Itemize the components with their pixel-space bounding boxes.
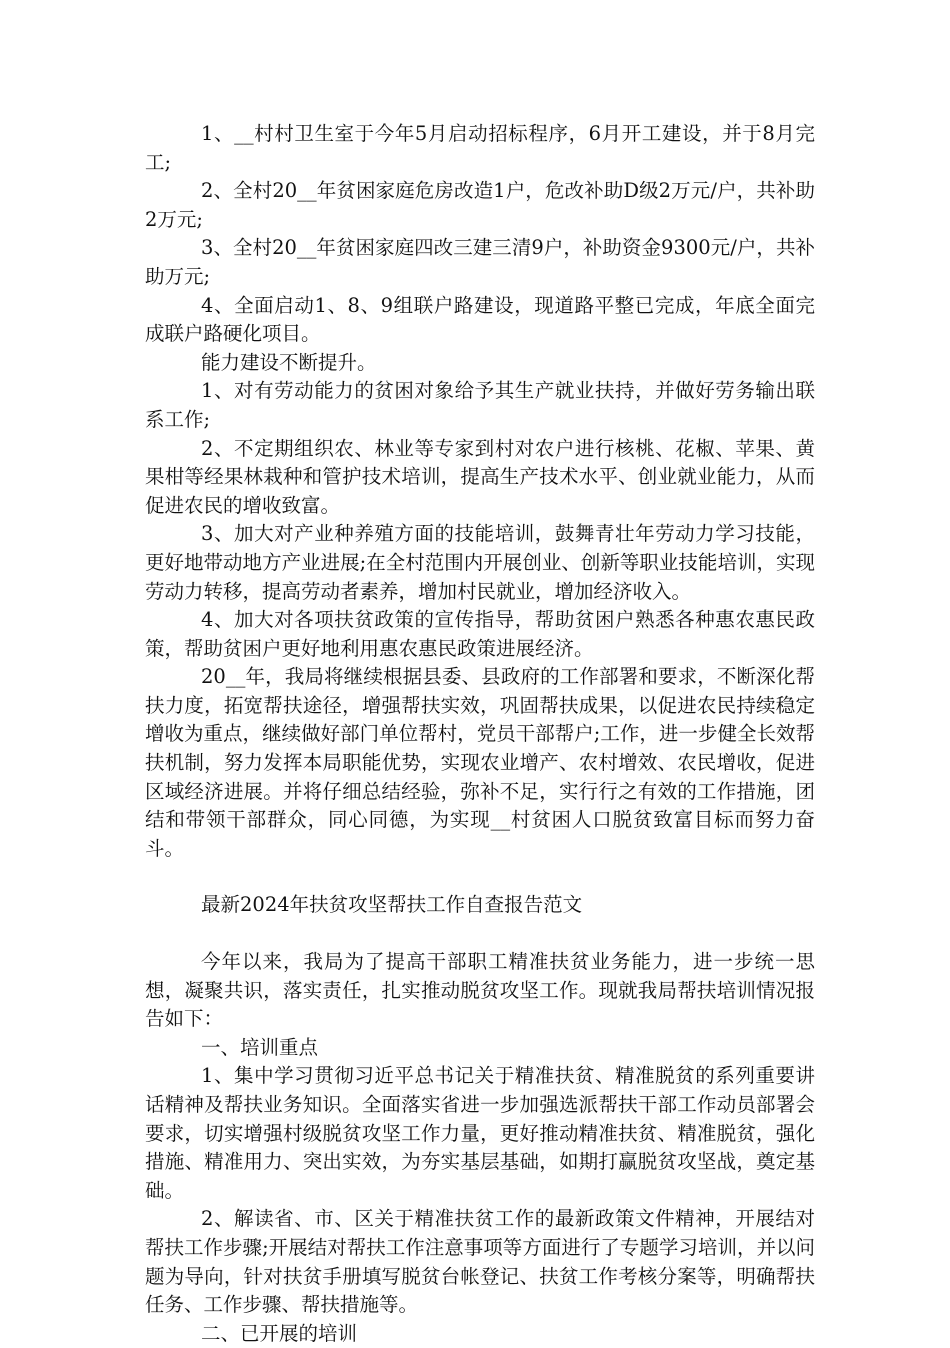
section-heading: 一、培训重点 bbox=[201, 1035, 319, 1059]
paragraph: 4、加大对各项扶贫政策的宣传指导，帮助贫困户熟悉各种惠农惠民政策，帮助贫困户更好地利用惠农惠民政策进展经济。 bbox=[145, 608, 815, 660]
document-title: 最新2024年扶贫攻坚帮扶工作自查报告范文 bbox=[201, 893, 583, 917]
section-heading: 能力建设不断提升。 bbox=[201, 350, 377, 374]
paragraph: 今年以来，我局为了提高干部职工精准扶贫业务能力，进一步统一思想，凝聚共识，落实责任，扎实推动脱贫攻坚工作。现就我局帮扶培训情况报告如下： bbox=[145, 950, 815, 1031]
paragraph: 2、解读省、市、区关于精准扶贫工作的最新政策文件精神，开展结对帮扶工作步骤;开展结对帮扶工作注意事项等方面进行了专题学习培训，并以问题为导向，针对扶贫手册填写脱贫台帐登记、扶贫工作考核分案等，明确帮扶任务、工作步骤、帮扶措施等。 bbox=[145, 1207, 815, 1317]
paragraph: 1、对有劳动能力的贫困对象给予其生产就业扶持，并做好劳务输出联系工作; bbox=[145, 379, 815, 431]
section-heading: 二、已开展的培训 bbox=[201, 1321, 358, 1345]
paragraph: 2、全村20__年贫困家庭危房改造1户，危改补助D级2万元/户，共补助2万元; bbox=[145, 179, 815, 231]
paragraph: 3、加大对产业种养殖方面的技能培训，鼓舞青壮年劳动力学习技能，更好地带动地方产业进展;在全村范围内开展创业、创新等职业技能培训，实现劳动力转移，提高劳动者素养，增加村民就业，增加经济收入。 bbox=[145, 522, 815, 603]
paragraph: 20__年，我局将继续根据县委、县政府的工作部署和要求，不断深化帮扶力度，拓宽帮扶途径，增强帮扶实效，巩固帮扶成果，以促进农民持续稳定增收为重点，继续做好部门单位帮村，党员干部帮户;工作，进一步健全长效帮扶机制，努力发挥本局职能优势，实现农业增产、农村增效、农民增收，促进区域经济进展。并将仔细总结经验，弥补不足，实行行之有效的工作措施，团结和带领干部群众，同心同德，为实现__村贫困人口脱贫致富目标而努力奋斗。 bbox=[145, 665, 815, 860]
paragraph: 4、全面启动1、8、9组联户路建设，现道路平整已完成，年底全面完成联户路硬化项目。 bbox=[145, 293, 815, 346]
paragraph: 2、不定期组织农、林业等专家到村对农户进行核桃、花椒、苹果、黄果柑等经果林栽种和管护技术培训，提高生产技术水平、创业就业能力，从而促进农民的增收致富。 bbox=[145, 436, 815, 517]
document-body bbox=[145, 120, 815, 1348]
paragraph: 1、__村村卫生室于今年5月启动招标程序，6月开工建设，并于8月完工; bbox=[145, 122, 815, 174]
paragraph: 1、集中学习贯彻习近平总书记关于精准扶贫、精准脱贫的系列重要讲话精神及帮扶业务知识。全面落实省进一步加强选派帮扶干部工作动员部署会要求，切实增强村级脱贫攻坚工作力量，更好推动精准扶贫、精准脱贫，强化措施、精准用力、突出实效，为夯实基层基础，如期打赢脱贫攻坚战，奠定基础。 bbox=[145, 1064, 815, 1202]
paragraph: 3、全村20__年贫困家庭四改三建三清9户，补助资金9300元/户，共补助万元; bbox=[145, 236, 815, 288]
